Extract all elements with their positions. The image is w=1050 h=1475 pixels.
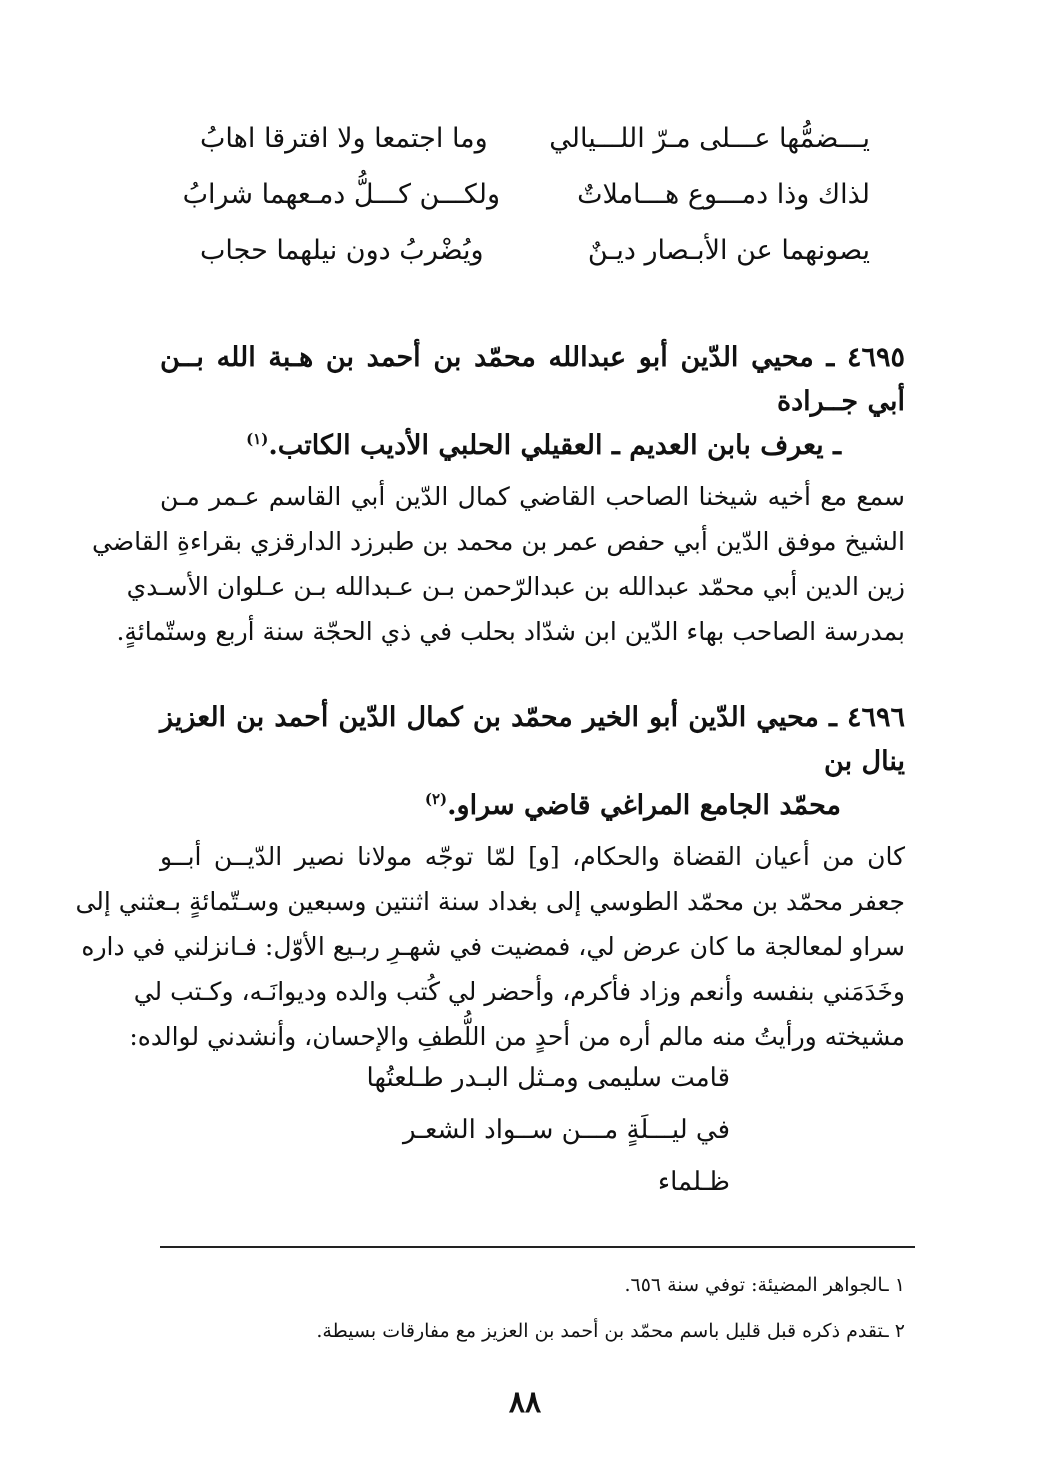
verse-first-hemistich: يـــضمُّها عـــلى مـرّ اللـــيالي (549, 122, 870, 154)
entry-body (75, 834, 905, 1059)
verse-second-hemistich: ويُضْربُ دون نيلهما حجاب (200, 234, 484, 266)
page-number: ٨٨ (508, 1385, 542, 1420)
poem-inner (340, 1052, 730, 1208)
entry-heading (160, 696, 905, 828)
poem-line: في ليـــلَةٍ مـــن ســواد الشعـر ظـلماء (403, 1115, 730, 1197)
verse-second-hemistich: ولكـــن كـــلُّ دمـعهما شرابُ (182, 178, 500, 210)
biography-entry-4696 (75, 696, 905, 1059)
verse-first-hemistich: يصونهما عن الأبـصار ديـنٌ (587, 234, 870, 266)
entry-heading-line1: ٤٦٩٥ ـ محيي الدّين أبو عبدالله محمّد بن أحمد بن هـبة الله بــن أبي جــرادة (160, 342, 905, 417)
entry-heading-line2 (160, 424, 905, 468)
entry-heading-line2-text: محمّد الجامع المراغي قاضي سراو. (447, 790, 841, 821)
poem-line: قامت سليمى ومـثل البـدر طـلعتُها (366, 1063, 730, 1093)
poem-verse (200, 110, 870, 166)
body-line: الشيخ موفق الدّين أبي حفص عمر بن محمد بن طبرزد الدارقزي بقراءةِ القاضي (92, 527, 905, 556)
body-line: وخَدَمَني بنفسه وأنعم وزاد فأكرم، وأحضر لي كُتب والده وديوانَـه، وكـتب لي (133, 977, 905, 1006)
body-line: سمع مع أخيه شيخنا الصاحب القاضي كمال الدّين أبي القاسم عـمر مـن (160, 482, 905, 511)
body-line: سراو لمعالجة ما كان عرض لي، فمضيت في شهـرِ ربـيع الأوّل: فـانزلني في داره (81, 932, 905, 961)
entry-heading (160, 336, 905, 468)
entry-heading-line1: ٤٦٩٦ ـ محيي الدّين أبو الخير محمّد بن كمال الدّين أحمد بن العزيز ينال بن (160, 702, 905, 777)
body-line: جعفر محمّد بن محمّد الطوسي إلى بغداد سنة اثنتين وسبعين وسـتّمائةٍ بـعثني إلى (75, 887, 905, 916)
verse-first-hemistich: لذاك وذا دمـــوع هـــاملاتٌ (577, 178, 870, 210)
body-line: زين الدين أبي محمّد عبدالله بن عبدالرّحمن بـن عـبدالله بـن عـلوان الأسـدي (126, 572, 905, 601)
entry-heading-line2 (160, 784, 905, 828)
verse-second-hemistich: وما اجتمعا ولا افترقا اهابُ (200, 122, 488, 154)
footnote-ref[interactable]: (١) (246, 430, 269, 448)
footnote-1: ١ ـالجواهر المضيئة: توفي سنة ٦٥٦. (624, 1274, 905, 1296)
entry-body (92, 474, 905, 654)
poem-verse (200, 222, 870, 278)
biography-entry-4695 (92, 336, 905, 654)
body-line: كان من أعيان القضاة والحكام، [و] لمّا توجّه مولانا نصير الدّيــن أبــو (160, 842, 905, 871)
body-line: بمدرسة الصاحب بهاء الدّين ابن شدّاد بحلب في ذي الحجّة سنة أربع وستّمائةٍ. (116, 617, 905, 646)
poem-verse (182, 166, 870, 222)
footnote-ref[interactable]: (٢) (424, 790, 448, 808)
footnotes (160, 1262, 905, 1354)
footnote-separator (160, 1246, 915, 1248)
footnote-2: ٢ ـتقدم ذكره قبل قليل باسم محمّد بن أحمد بن العزيز مع مفارقات بسيطة. (316, 1320, 905, 1342)
entry-heading-line2-text: ـ يعرف بابن العديم ـ العقيلي الحلبي الأديب الكاتب. (268, 430, 841, 461)
body-line: مشيخته ورأيتُ منه مالم أره من أحدٍ من اللُّطفِ والإحسان، وأنشدني لوالده: (129, 1022, 905, 1051)
poem-top (182, 110, 870, 278)
